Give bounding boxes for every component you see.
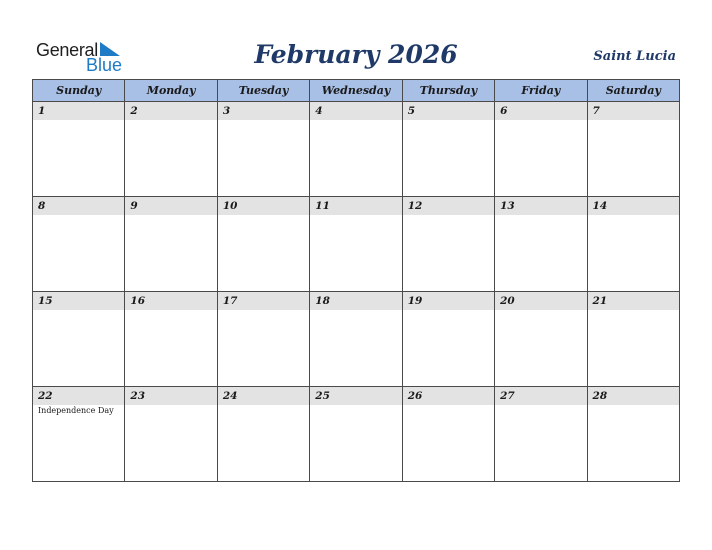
day-cell	[310, 387, 402, 482]
day-cell	[587, 387, 679, 482]
weekday-header: Tuesday	[217, 80, 309, 102]
day-number: 8	[33, 197, 124, 215]
day-cell	[33, 387, 125, 482]
weekday-header: Sunday	[33, 80, 125, 102]
day-number: 14	[588, 197, 679, 215]
day-number: 18	[310, 292, 401, 310]
weekday-header: Monday	[125, 80, 217, 102]
day-number: 28	[588, 387, 679, 405]
day-cell	[402, 102, 494, 197]
day-cell	[402, 292, 494, 387]
calendar-title: February 2026	[254, 40, 458, 69]
day-number: 19	[403, 292, 494, 310]
day-number: 6	[495, 102, 586, 120]
day-number: 1	[33, 102, 124, 120]
day-cell	[587, 197, 679, 292]
day-cell	[495, 292, 587, 387]
day-number: 24	[218, 387, 309, 405]
day-number: 4	[310, 102, 401, 120]
day-number: 13	[495, 197, 586, 215]
day-cell	[495, 197, 587, 292]
day-number: 22	[33, 387, 124, 405]
day-cell	[495, 387, 587, 482]
day-cell	[125, 197, 217, 292]
holiday-label: Independence Day	[38, 406, 114, 415]
day-number: 23	[125, 387, 216, 405]
logo-text-blue: Blue	[86, 55, 123, 75]
weekday-header: Saturday	[587, 80, 679, 102]
weekday-header-row	[33, 80, 680, 102]
weekday-header: Friday	[495, 80, 587, 102]
day-cell	[310, 292, 402, 387]
day-cell	[310, 102, 402, 197]
day-number: 9	[125, 197, 216, 215]
day-number: 15	[33, 292, 124, 310]
day-number: 2	[125, 102, 216, 120]
day-number: 26	[403, 387, 494, 405]
day-cell	[217, 292, 309, 387]
day-number: 10	[218, 197, 309, 215]
day-cell	[33, 102, 125, 197]
day-cell	[402, 387, 494, 482]
weekday-header: Wednesday	[310, 80, 402, 102]
day-cell	[217, 387, 309, 482]
day-cell	[217, 197, 309, 292]
calendar-region: Saint Lucia	[593, 49, 676, 64]
day-number: 27	[495, 387, 586, 405]
day-cell	[33, 292, 125, 387]
day-cell	[125, 102, 217, 197]
day-cell	[217, 102, 309, 197]
day-cell	[125, 387, 217, 482]
day-cell	[587, 292, 679, 387]
day-number: 21	[588, 292, 679, 310]
month-calendar	[32, 79, 680, 482]
day-cell	[495, 102, 587, 197]
week-row	[33, 102, 680, 197]
day-number: 25	[310, 387, 401, 405]
day-number: 16	[125, 292, 216, 310]
day-number: 5	[403, 102, 494, 120]
day-number: 12	[403, 197, 494, 215]
day-number: 20	[495, 292, 586, 310]
day-number: 3	[218, 102, 309, 120]
day-cell	[587, 102, 679, 197]
logo-text-general: General	[36, 40, 98, 60]
week-row	[33, 197, 680, 292]
day-number: 7	[588, 102, 679, 120]
day-cell	[125, 292, 217, 387]
day-number: 11	[310, 197, 401, 215]
day-cell	[33, 197, 125, 292]
day-cell	[310, 197, 402, 292]
day-cell	[402, 197, 494, 292]
weekday-header: Thursday	[402, 80, 494, 102]
week-row	[33, 387, 680, 482]
day-number: 17	[218, 292, 309, 310]
week-row	[33, 292, 680, 387]
